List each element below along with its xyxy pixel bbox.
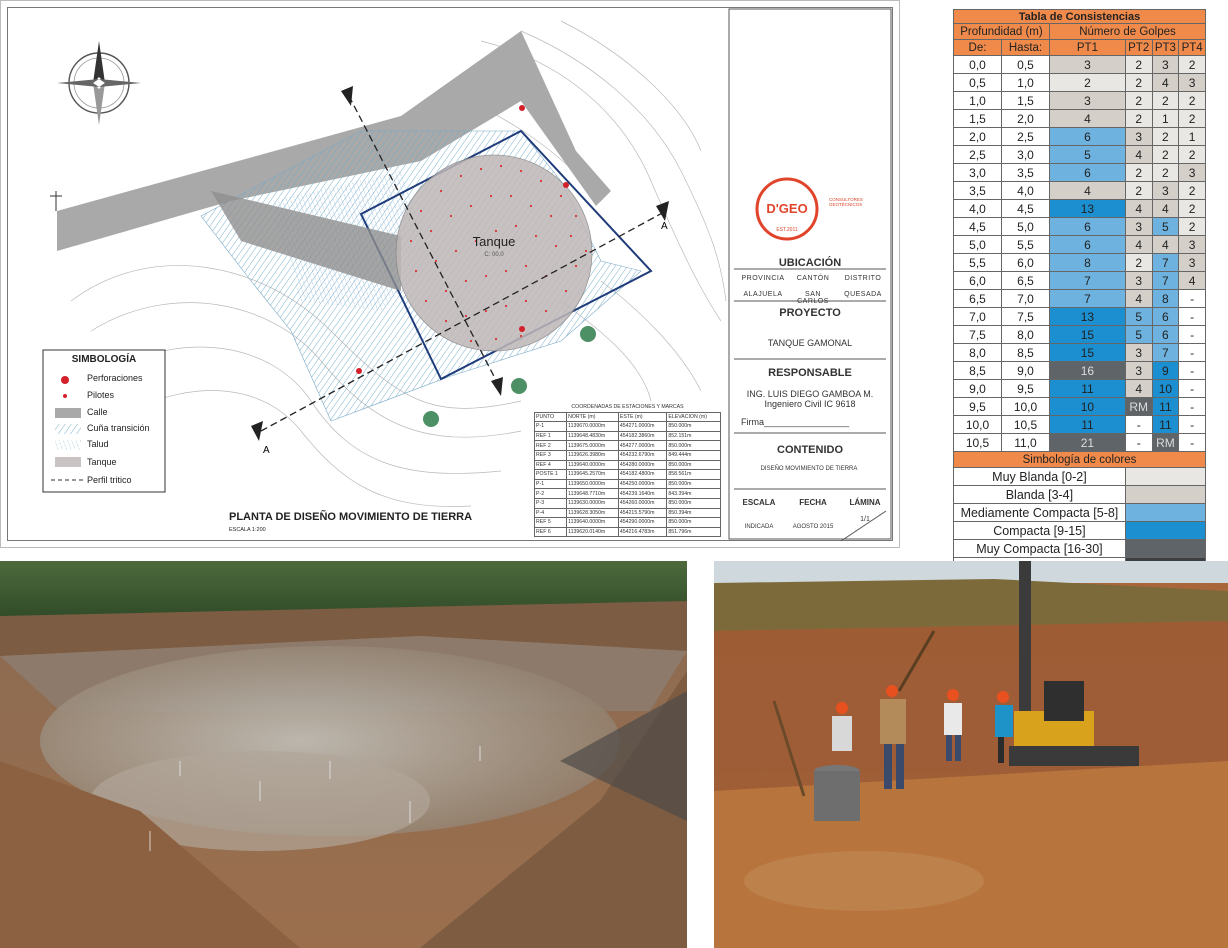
consistency-row [954,146,1206,164]
tb-responsable: RESPONSABLE [768,367,852,379]
color-legend-title: Simbología de colores [954,452,1206,468]
coord-header: ESTE (m) [618,412,667,422]
tank-sub-label: C: 00.0 [484,252,504,258]
coord-cell: P-2 [535,489,567,499]
depth-to-cell: 7,0 [1002,290,1050,308]
blow-count-cell: 2 [1050,74,1126,92]
consistency-row [954,290,1206,308]
blow-count-cell: - [1179,290,1206,308]
tb-ubic-header: PROVINCIA [741,275,785,282]
blow-count-cell: 3 [1125,272,1152,290]
depth-from-cell: 0,5 [954,74,1002,92]
coordinate-table [534,403,721,537]
blow-count-cell: 10 [1152,380,1179,398]
blows-header: Número de Golpes [1050,24,1206,40]
color-legend-swatch [1125,504,1205,522]
consistency-row [954,434,1206,452]
consistency-row [954,200,1206,218]
tb-fecha: FECHA [799,498,827,507]
consistency-row [954,182,1206,200]
blow-count-cell: RM [1152,434,1179,452]
depth-to-cell: 1,0 [1002,74,1050,92]
consistency-row [954,164,1206,182]
blow-count-cell: 4 [1152,236,1179,254]
blow-count-cell: 2 [1179,56,1206,74]
legend-item-street: Calle [87,407,108,417]
color-legend-swatch [1125,486,1205,504]
tank-label: Tanque [472,234,516,249]
col-test: PT1 [1050,40,1126,56]
blow-count-cell: 4 [1179,272,1206,290]
tb-escala-value: INDICADA [744,524,774,530]
legend-item-slope: Talud [87,439,109,449]
color-legend-row [954,468,1206,486]
coord-cell: 1139645.2570m [567,470,619,480]
tb-proyecto: PROYECTO [779,307,841,319]
blow-count-cell: 7 [1152,344,1179,362]
legend-box [43,350,165,492]
depth-from-cell: 5,5 [954,254,1002,272]
depth-from-cell: 0,0 [954,56,1002,74]
depth-to-cell: 8,5 [1002,344,1050,362]
coord-cell: 1139620.0140m [567,527,619,537]
blow-count-cell: 7 [1152,254,1179,272]
north-arrow-icon [57,41,141,125]
consistency-row [954,380,1206,398]
blow-count-cell: 5 [1050,146,1126,164]
depth-from-cell: 4,5 [954,218,1002,236]
coord-cell: 852.151m [667,431,721,441]
consistency-row [954,218,1206,236]
blow-count-cell: 7 [1152,272,1179,290]
blow-count-cell: 6 [1050,164,1126,182]
blow-count-cell: 15 [1050,326,1126,344]
depth-from-cell: 9,0 [954,380,1002,398]
blow-count-cell: 13 [1050,200,1126,218]
blow-count-cell: 3 [1152,56,1179,74]
coord-header: ELEVACION (m) [667,412,721,422]
blow-count-cell: 2 [1152,164,1179,182]
depth-to-cell: 4,0 [1002,182,1050,200]
col-de: De: [954,40,1002,56]
blow-count-cell: 4 [1125,380,1152,398]
blow-count-cell: 2 [1179,182,1206,200]
post-marker-icon [50,191,62,211]
plan-sheet [0,0,900,548]
depth-to-cell: 0,5 [1002,56,1050,74]
tb-ubic-value: ALAJUELA [743,291,783,298]
drilling-rig-photo [714,561,1228,948]
color-legend-swatch [1125,522,1205,540]
color-legend-swatch [1125,468,1205,486]
coord-cell: 1139628.3050m [567,508,619,518]
coord-row [535,489,721,499]
blow-count-cell: 11 [1152,398,1179,416]
tb-lamina-value: 1/1 [860,516,870,523]
tb-lamina: LÁMINA [849,498,881,507]
blow-count-cell: 4 [1050,110,1126,128]
legend-title: SIMBOLOGÍA [71,354,137,365]
section-label-a-right: A [661,221,668,232]
coord-row [535,518,721,528]
coord-header: NORTE (m) [567,412,619,422]
coord-cell: REF 4 [535,460,567,470]
coord-cell: 1139630.0000m [567,498,619,508]
coord-cell: 454290.0000m [618,518,667,528]
plan-scale-note: ESCALA 1:200 [229,527,266,533]
depth-to-cell: 8,0 [1002,326,1050,344]
blow-count-cell: 21 [1050,434,1126,452]
blow-count-cell: 6 [1152,308,1179,326]
coord-cell: 1139670.0000m [567,422,619,432]
coord-body [535,422,721,537]
consistency-row [954,254,1206,272]
depth-from-cell: 10,0 [954,416,1002,434]
blow-count-cell: - [1179,326,1206,344]
blow-count-cell: 2 [1125,56,1152,74]
blow-count-cell: 2 [1125,182,1152,200]
coord-cell: 454277.0000m [618,441,667,451]
coord-row [535,460,721,470]
blow-count-cell: 2 [1152,146,1179,164]
blow-count-cell: 2 [1179,146,1206,164]
blow-count-cell: 2 [1125,110,1152,128]
depth-from-cell: 8,0 [954,344,1002,362]
coord-cell: 454239.1640m [618,489,667,499]
blow-count-cell: 3 [1125,218,1152,236]
blow-count-cell: 13 [1050,308,1126,326]
coord-cell: REF 3 [535,450,567,460]
consistency-row [954,416,1206,434]
consistency-row [954,128,1206,146]
coord-cell: P-1 [535,479,567,489]
depth-to-cell: 11,0 [1002,434,1050,452]
depth-to-cell: 9,0 [1002,362,1050,380]
coord-cell: 454182.3860m [618,431,667,441]
coord-cell: 1139650.0000m [567,479,619,489]
coord-cell: 454271.0000m [618,422,667,432]
coord-header: PUNTO [535,412,567,422]
col-test: PT2 [1125,40,1152,56]
legend-item-perforations: Perforaciones [87,373,143,383]
blow-count-cell: 4 [1152,200,1179,218]
color-legend [954,468,1206,576]
coord-row [535,498,721,508]
coord-cell: 454182.4800m [618,470,667,480]
coord-row [535,527,721,537]
col-test: PT3 [1152,40,1179,56]
blow-count-cell: 11 [1050,380,1126,398]
blow-count-cell: 15 [1050,344,1126,362]
depth-to-cell: 2,0 [1002,110,1050,128]
depth-from-cell: 2,0 [954,128,1002,146]
coord-row [535,450,721,460]
tb-contenido: CONTENIDO [777,444,843,456]
blow-count-cell: 5 [1125,326,1152,344]
logo-sub: EST.2011 [776,227,798,233]
coord-cell: 454250.0000m [618,479,667,489]
depth-to-cell: 9,5 [1002,380,1050,398]
blow-count-cell: - [1125,434,1152,452]
depth-to-cell: 1,5 [1002,92,1050,110]
depth-to-cell: 2,5 [1002,128,1050,146]
consistency-row [954,398,1206,416]
depth-from-cell: 1,5 [954,110,1002,128]
coord-cell: 454280.0000m [618,460,667,470]
depth-to-cell: 3,5 [1002,164,1050,182]
color-legend-row [954,486,1206,504]
coord-row [535,431,721,441]
plan-title: PLANTA DE DISEÑO MOVIMIENTO DE TIERRA [229,511,473,523]
blow-count-cell: 2 [1152,92,1179,110]
consistency-row [954,362,1206,380]
depth-to-cell: 4,5 [1002,200,1050,218]
depth-from-cell: 10,5 [954,434,1002,452]
blow-count-cell: 2 [1179,110,1206,128]
blow-count-cell: 3 [1125,362,1152,380]
color-legend-label: Muy Compacta [16-30] [954,540,1126,558]
coord-cell: POSTE 1 [535,470,567,480]
coord-cell: 1139640.0000m [567,518,619,528]
depth-from-cell: 1,0 [954,92,1002,110]
blow-count-cell: 3 [1179,236,1206,254]
depth-to-cell: 6,5 [1002,272,1050,290]
tb-ubicacion: UBICACIÓN [778,257,842,269]
depth-to-cell: 10,0 [1002,398,1050,416]
color-legend-row [954,522,1206,540]
depth-to-cell: 5,5 [1002,236,1050,254]
coord-cell: REF 1 [535,431,567,441]
blow-count-cell: 9 [1152,362,1179,380]
blow-count-cell: 8 [1050,254,1126,272]
col-test: PT4 [1179,40,1206,56]
depth-from-cell: 9,5 [954,398,1002,416]
blow-count-cell: - [1179,362,1206,380]
blow-count-cell: 2 [1179,92,1206,110]
section-label-a-left: A [263,445,270,456]
depth-from-cell: 8,5 [954,362,1002,380]
blow-count-cell: 6 [1050,236,1126,254]
blow-count-cell: 3 [1050,56,1126,74]
coord-row [535,422,721,432]
depth-to-cell: 6,0 [1002,254,1050,272]
color-legend-row [954,540,1206,558]
coord-caption: COORDENADAS DE ESTACIONES Y MARCAS [571,404,684,411]
blow-count-cell: 5 [1152,218,1179,236]
blow-count-cell: 4 [1125,290,1152,308]
coord-cell: 851.796m [667,527,721,537]
coord-cell: P-4 [535,508,567,518]
coord-cell: 843.394m [667,489,721,499]
blow-count-cell: 2 [1125,74,1152,92]
blow-count-cell: 3 [1179,254,1206,272]
coord-cell: REF 5 [535,518,567,528]
coord-cell: 850.000m [667,441,721,451]
coord-cell: 850.394m [667,508,721,518]
consistency-row [954,308,1206,326]
coord-cell: P-3 [535,498,567,508]
tb-proyecto-value: TANQUE GAMONAL [767,338,853,348]
blow-count-cell: 8 [1152,290,1179,308]
coord-cell: 454215.5790m [618,508,667,518]
coord-row [535,479,721,489]
coord-cell: 849.444m [667,450,721,460]
coord-cell: 1139648.4830m [567,431,619,441]
depth-header: Profundidad (m) [954,24,1050,40]
blow-count-cell: 3 [1152,182,1179,200]
blow-count-cell: 7 [1050,272,1126,290]
blow-count-cell: - [1179,416,1206,434]
blow-count-cell: 2 [1179,200,1206,218]
coord-cell: 858.561m [667,470,721,480]
blow-count-cell: - [1179,380,1206,398]
tb-ubic-header: CANTÓN [796,275,830,282]
blow-count-cell: 4 [1125,236,1152,254]
blow-count-cell: 2 [1152,128,1179,146]
consistency-row [954,326,1206,344]
coord-cell: 850.000m [667,479,721,489]
coord-row [535,441,721,451]
blow-count-cell: 11 [1152,416,1179,434]
coord-cell: 850.000m [667,422,721,432]
blow-count-cell: RM [1125,398,1152,416]
color-legend-swatch [1125,540,1205,558]
blow-count-cell: 3 [1125,128,1152,146]
blow-count-cell: 16 [1050,362,1126,380]
consistency-row [954,110,1206,128]
coord-cell: 1139640.0000m [567,460,619,470]
tb-resp-title: Ingeniero Civil IC 9618 [764,399,856,409]
color-legend-label: Muy Blanda [0-2] [954,468,1126,486]
depth-from-cell: 3,5 [954,182,1002,200]
legend-item-tank: Tanque [87,457,117,467]
depth-from-cell: 6,0 [954,272,1002,290]
blow-count-cell: 6 [1050,218,1126,236]
depth-from-cell: 3,0 [954,164,1002,182]
blow-count-cell: 3 [1050,92,1126,110]
legend-item-transition: Cuña transición [87,423,150,433]
consistency-row [954,236,1206,254]
coord-cell: REF 6 [535,527,567,537]
blow-count-cell: 3 [1179,74,1206,92]
coord-cell: 454232.6790m [618,450,667,460]
depth-from-cell: 4,0 [954,200,1002,218]
logo-tagline: CONSULTORES GEOTÉCNICOS [829,197,863,207]
blow-count-cell: - [1179,344,1206,362]
depth-from-cell: 6,5 [954,290,1002,308]
blow-count-cell: - [1179,308,1206,326]
blow-count-cell: 6 [1050,128,1126,146]
consistency-row [954,272,1206,290]
consistency-row [954,74,1206,92]
blow-count-cell: 3 [1125,344,1152,362]
depth-to-cell: 10,5 [1002,416,1050,434]
consistency-row [954,56,1206,74]
consistency-table-title: Tabla de Consistencias [954,10,1206,24]
coord-cell: REF 2 [535,441,567,451]
legend-item-profile: Perfil tritico [87,475,132,485]
coord-cell: 1139626.3980m [567,450,619,460]
blow-count-cell: - [1179,398,1206,416]
excavation-site-photo [0,561,687,948]
blow-count-cell: 4 [1152,74,1179,92]
coord-cell: 1139675.0000m [567,441,619,451]
depth-from-cell: 7,0 [954,308,1002,326]
tb-firma: Firma_________________ [741,417,850,427]
consistency-row [954,92,1206,110]
logo-text: D'GEO [766,201,808,216]
blow-count-cell: 4 [1125,146,1152,164]
tb-ubic-value: SAN CARLOS [797,291,829,305]
tb-resp-name: ING. LUIS DIEGO GAMBOA M. [746,389,874,399]
blow-count-cell: 3 [1179,164,1206,182]
blow-count-cell: 5 [1125,308,1152,326]
coord-cell: 850.000m [667,460,721,470]
blow-count-cell: 6 [1152,326,1179,344]
consistency-body [954,56,1206,452]
legend-item-piles: Pilotes [87,390,115,400]
depth-from-cell: 7,5 [954,326,1002,344]
blow-count-cell: 2 [1179,218,1206,236]
depth-to-cell: 3,0 [1002,146,1050,164]
coord-cell: 454216.4783m [618,527,667,537]
blow-count-cell: 1 [1152,110,1179,128]
depth-from-cell: 5,0 [954,236,1002,254]
tb-ubic-header: DISTRITO [844,275,882,282]
tb-ubic-value: QUESADA [844,291,882,298]
coord-cell: 1139648.7710m [567,489,619,499]
blow-count-cell: 4 [1050,182,1126,200]
color-legend-label: Compacta [9-15] [954,522,1126,540]
blow-count-cell: 11 [1050,416,1126,434]
color-legend-row [954,504,1206,522]
blow-count-cell: - [1179,434,1206,452]
blow-count-cell: - [1125,416,1152,434]
coord-cell: 850.000m [667,518,721,528]
coord-cell: 850.000m [667,498,721,508]
color-legend-label: Mediamente Compacta [5-8] [954,504,1126,522]
coord-cell: 454260.0000m [618,498,667,508]
consistency-table [953,9,1206,576]
depth-to-cell: 7,5 [1002,308,1050,326]
coord-row [535,508,721,518]
blow-count-cell: 4 [1125,200,1152,218]
depth-from-cell: 2,5 [954,146,1002,164]
blow-count-cell: 1 [1179,128,1206,146]
color-legend-label: Blanda [3-4] [954,486,1126,504]
tb-escala: ESCALA [742,498,776,507]
tb-contenido-value: DISEÑO MOVIMIENTO DE TIERRA [760,466,858,472]
tb-fecha-value: AGOSTO 2015 [792,524,834,530]
blow-count-cell: 10 [1050,398,1126,416]
blow-count-cell: 7 [1050,290,1126,308]
coord-cell: P-1 [535,422,567,432]
consistency-row [954,344,1206,362]
blow-count-cell: 2 [1125,92,1152,110]
blow-count-cell: 2 [1125,254,1152,272]
col-hasta: Hasta: [1002,40,1050,56]
blow-count-cell: 2 [1125,164,1152,182]
coord-row [535,470,721,480]
depth-to-cell: 5,0 [1002,218,1050,236]
